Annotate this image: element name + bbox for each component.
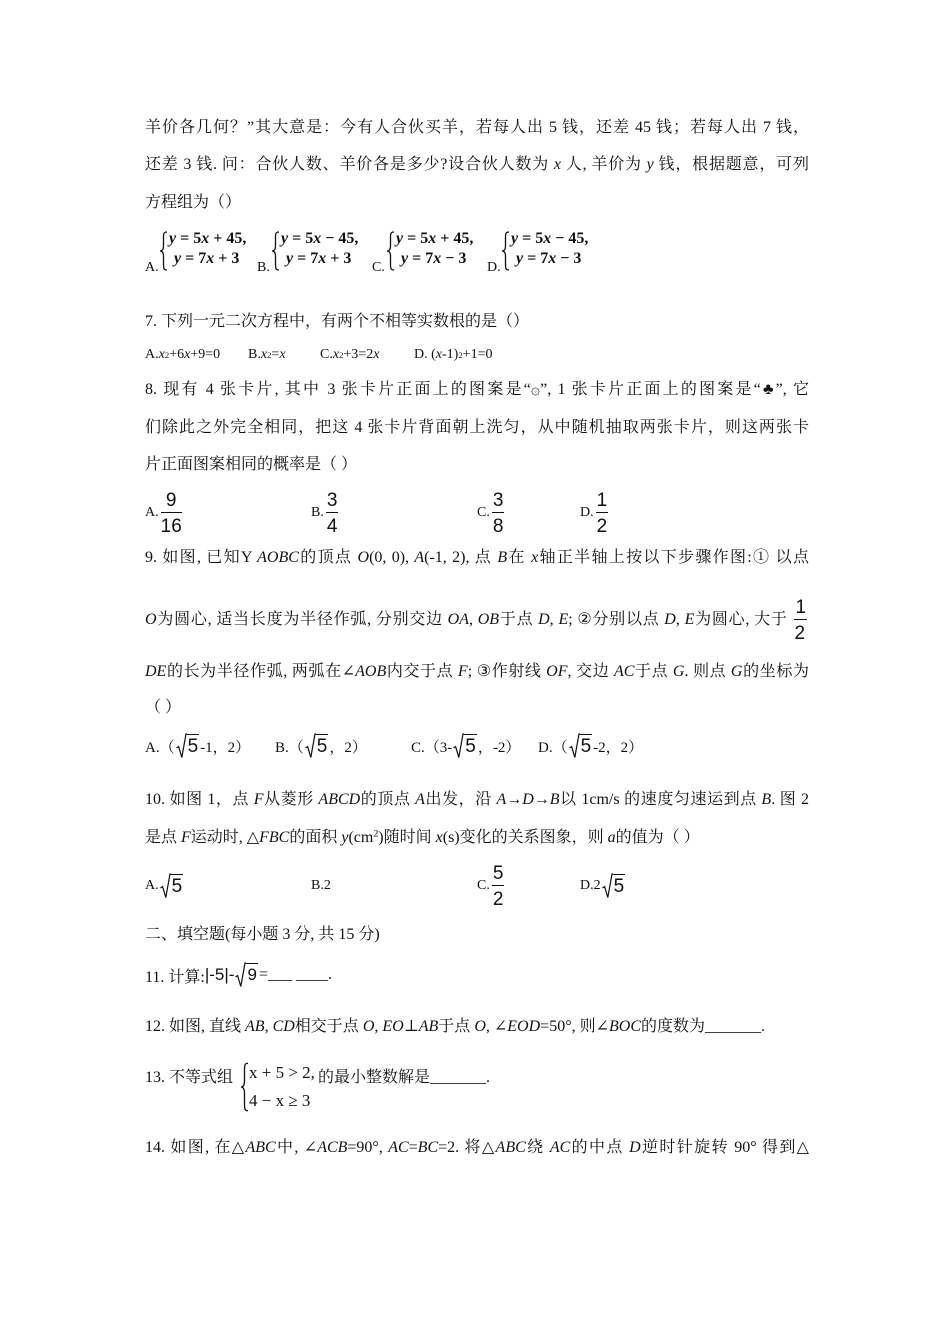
q10-option-b — [311, 863, 331, 909]
equation-2 — [396, 249, 473, 269]
text-run: D.2 — [580, 878, 601, 893]
text-run: = 7 — [181, 250, 207, 267]
square-root — [569, 733, 593, 759]
left-brace-icon — [271, 231, 280, 271]
text-run: , — [549, 611, 559, 629]
text-run: , — [675, 611, 685, 629]
text-run: C.（3- — [411, 739, 453, 756]
math-variable: x — [428, 230, 437, 247]
option-label: A. — [145, 260, 159, 275]
text-run: 二、填空题(每小题 3 分, 共 15 分) — [145, 926, 380, 943]
fraction-denominator: 2 — [794, 623, 806, 644]
math-variable: x — [184, 347, 191, 362]
text-run: B. — [311, 505, 324, 520]
q6-option-b — [257, 229, 367, 273]
text-run: D. — [580, 505, 594, 520]
text-run: ; ③作射线 — [467, 663, 547, 680]
text-run: . 图 2 — [771, 791, 809, 808]
q13-inequality-question — [145, 1060, 665, 1116]
math-variable: O — [474, 1018, 486, 1035]
fraction — [794, 597, 807, 644]
text-run: 于点 — [499, 611, 539, 629]
q7-option-c: C. x 2 +3=2 x — [320, 347, 380, 362]
math-variable: y — [281, 230, 289, 247]
text-run: （ ） — [145, 699, 182, 716]
text-run: = 5 — [518, 230, 544, 247]
text-run: =___ ____. — [258, 966, 332, 983]
math-variable: x — [260, 347, 268, 362]
text-run: 10. 如图 1，点 — [145, 791, 254, 808]
fraction-denominator: 2 — [596, 515, 608, 537]
q14-text-line — [145, 1137, 809, 1159]
text-run: C. — [477, 505, 490, 520]
radicand: 5 — [316, 736, 328, 757]
text-run: 的度数为_______. — [641, 1018, 766, 1035]
radical-sign-icon — [569, 733, 580, 759]
math-variable: x — [279, 347, 286, 362]
text-run: +1=0 — [462, 347, 493, 362]
text-run: 钱，根据题意，可列 — [653, 156, 809, 173]
math-variable: AOB — [355, 663, 387, 680]
square-root — [235, 962, 257, 988]
q9-option-c — [411, 726, 520, 766]
fraction — [492, 490, 505, 537]
inequality-system — [249, 1059, 315, 1115]
math-variable: x — [543, 230, 552, 247]
text-run: 的顶点 — [298, 549, 358, 566]
text-run: B.（ — [275, 739, 304, 756]
text-run: − 3 — [556, 250, 582, 267]
fraction-numerator: 1 — [596, 489, 608, 511]
q10-option-c — [477, 863, 506, 909]
left-brace-icon — [501, 231, 510, 271]
text-run: ⊥ — [403, 1018, 419, 1035]
text-run: +6 — [169, 347, 185, 362]
fraction-denominator: 2 — [492, 888, 504, 910]
fraction-numerator: 5 — [492, 862, 504, 884]
q9-option-b — [275, 726, 367, 766]
math-variable: AC — [613, 663, 635, 680]
math-variable: DE — [145, 663, 167, 680]
math-variable: EO — [382, 1018, 404, 1035]
text-run: 于点 — [634, 663, 673, 680]
q9-option-a — [145, 726, 250, 766]
text-run: 中, ∠ — [275, 1139, 318, 1156]
q8-text-line-3 — [145, 454, 357, 476]
text-run: 为圆心, 适当长度为半径作弧, 分别交边 — [156, 611, 448, 629]
q8-text-line-1 — [145, 379, 809, 401]
text-run: 逆时针旋转 90° 得到△ — [640, 1139, 809, 1156]
equation-1 — [281, 229, 358, 249]
text-run: → — [533, 791, 550, 808]
text-run: (0, 0), — [369, 549, 415, 566]
math-expression: |-5|- — [204, 965, 235, 984]
text-run: A. — [145, 347, 159, 362]
text-run: 片正面图案相同的概率是（ ） — [145, 456, 358, 473]
math-variable: D — [538, 611, 550, 629]
equation-1 — [511, 229, 588, 249]
q8-option-c — [477, 490, 506, 536]
q10-text-line-2 — [145, 827, 700, 849]
math-variable: CD — [272, 1018, 295, 1035]
math-variable: F — [253, 791, 264, 808]
text-run: 们除此之外完全相同，把这 4 张卡片背面朝上洗匀，从中随机抽取两张卡片，则这两张卡 — [145, 419, 809, 436]
text-run: 内交于点 — [386, 663, 458, 680]
radical-sign-icon — [235, 962, 246, 988]
q9-text-line-2 — [145, 597, 809, 644]
option-label: C. — [372, 260, 385, 275]
q10-option-a — [145, 863, 184, 909]
text-run: (-1, 2), 点 — [424, 549, 498, 566]
square-root — [602, 873, 626, 899]
equation-system — [281, 229, 358, 269]
text-run: + 3 — [214, 250, 240, 267]
math-variable: E — [558, 611, 569, 629]
math-variable: AC — [388, 1139, 409, 1156]
left-brace-icon — [159, 231, 168, 271]
text-run: = 7 — [523, 250, 549, 267]
math-variable: a — [607, 829, 616, 846]
math-variable: D — [522, 791, 534, 808]
math-variable: x — [435, 347, 442, 362]
math-variable: OB — [477, 611, 500, 629]
text-run: 出发，沿 — [424, 791, 497, 808]
text-run: 从菱形 — [263, 791, 319, 808]
square-root — [305, 733, 329, 759]
math-variable: B — [761, 791, 772, 808]
text-run: 14. 如图, 在△ — [145, 1139, 246, 1156]
text-run: = 5 — [403, 230, 429, 247]
text-run: + 45, — [436, 230, 474, 247]
math-variable: OF — [546, 663, 568, 680]
text-run: 于点 — [438, 1018, 475, 1035]
q9-option-d — [538, 726, 643, 766]
text-run: C. — [320, 347, 333, 362]
math-variable: E — [684, 611, 695, 629]
math-variable: O — [145, 611, 157, 629]
radicand: 5 — [171, 876, 183, 897]
math-variable: y — [396, 230, 404, 247]
math-variable: x — [206, 250, 215, 267]
text-run: 轴正半轴上按以下步骤作图:① 以点 — [538, 549, 809, 566]
text-run: 的值为（ ） — [615, 829, 700, 846]
math-variable: B — [497, 549, 508, 566]
text-run: − 45, — [551, 230, 589, 247]
radical-sign-icon — [176, 733, 187, 759]
text-run: 7. 下列一元二次方程中，有两个不相等实数根的是（） — [145, 313, 530, 330]
q6-option-d — [487, 229, 597, 273]
q6-option-a — [145, 229, 255, 273]
text-run: -1) — [442, 347, 459, 362]
text-run: C. — [477, 878, 490, 893]
text-run: A.（ — [145, 739, 175, 756]
math-variable: x — [318, 250, 327, 267]
fraction-numerator: 3 — [326, 489, 338, 511]
fraction-denominator: 16 — [160, 515, 182, 537]
q6-option-c — [372, 229, 482, 273]
text-run: 11. 计算: — [145, 968, 205, 986]
q7-option-d: D. ( x -1) 2 +1=0 — [414, 347, 493, 362]
text-run: A. — [145, 878, 159, 893]
math-variable: x — [435, 829, 443, 846]
math-variable: ABC — [495, 1139, 526, 1156]
text-run: 羊价各几何？”其大意是：今有人合伙买羊，若每人出 5 钱，还差 45 钱；若每人出 7 钱， — [145, 119, 809, 136]
text-run: 12. 如图, 直线 — [145, 1018, 246, 1035]
text-run: = — [408, 1139, 418, 1156]
option-label: B. — [257, 260, 270, 275]
text-run: 的坐标为 — [742, 663, 809, 680]
radical-sign-icon — [602, 873, 613, 899]
math-variable: y — [511, 230, 519, 247]
math-variable: EOD — [507, 1018, 541, 1035]
text-run: ; ②分别以点 — [568, 611, 665, 629]
q10-text-line-1 — [145, 789, 809, 811]
radical-sign-icon — [305, 733, 316, 759]
text-run: ，2） — [329, 739, 367, 756]
equation-2 — [281, 249, 358, 269]
equation-system — [169, 229, 246, 269]
math-variable: A — [496, 791, 507, 808]
math-variable: A — [414, 549, 425, 566]
text-run: − 3 — [441, 250, 467, 267]
equation-1 — [169, 229, 246, 249]
text-run: = 7 — [408, 250, 434, 267]
fraction-denominator: 4 — [326, 515, 338, 537]
text-run: = 5 — [288, 230, 314, 247]
math-variable: y — [174, 250, 182, 267]
text-run: 以 1cm/s 的速度匀速运到点 — [559, 791, 762, 808]
text-run: − 45, — [321, 230, 359, 247]
math-variable: ACB — [317, 1139, 348, 1156]
q8-option-d — [580, 490, 610, 536]
math-variable: O — [357, 549, 370, 566]
fraction — [596, 490, 609, 537]
math-variable: AB — [245, 1018, 265, 1035]
left-brace-icon — [240, 1062, 249, 1112]
fraction-numerator: 9 — [161, 490, 182, 513]
text-run: 8. 现有 4 张卡片, 其中 3 张卡片正面上的图案是“۞”, 1 张卡片正面上的图案是“♣”, 它 — [145, 381, 809, 398]
math-variable: y — [646, 156, 654, 173]
text-run: =2. 将△ — [438, 1139, 496, 1156]
math-variable: A — [415, 791, 425, 808]
text-run: 的中点 — [570, 1139, 630, 1156]
math-variable: AB — [418, 1018, 439, 1035]
math-variable: BC — [417, 1139, 439, 1156]
q6-text-line-2 — [145, 154, 809, 176]
math-variable: D — [629, 1139, 641, 1156]
fraction — [326, 490, 339, 537]
text-run: , — [374, 1018, 383, 1035]
radicand: 5 — [580, 736, 592, 757]
math-variable: G — [672, 663, 685, 680]
text-run: 9. 如图, 已知Y — [145, 549, 258, 566]
math-variable: B — [549, 791, 560, 808]
text-run: , — [264, 1018, 273, 1035]
text-run: +9=0 — [190, 347, 221, 362]
left-brace-icon — [386, 231, 395, 271]
math-variable: FBC — [259, 829, 290, 846]
q13-prefix: 13. 不等式组 — [145, 1069, 234, 1086]
text-run: D.（ — [538, 739, 568, 756]
text-run: 方程组为（） — [145, 194, 242, 211]
text-run: 运动时, △ — [190, 829, 260, 846]
text-run: = 7 — [293, 250, 319, 267]
text-run: = 5 — [176, 230, 202, 247]
math-variable: BOC — [609, 1018, 642, 1035]
q13-suffix: 的最小整数解是_______. — [318, 1069, 491, 1086]
text-run: 还差 3 钱. 问：合伙人数、羊价各是多少?设合伙人数为 — [145, 156, 554, 173]
math-variable: x — [332, 347, 340, 362]
text-run: 为圆心, 大于 — [694, 611, 793, 629]
text-run: + 3 — [326, 250, 352, 267]
math-variable: OA — [447, 611, 469, 629]
math-variable: y — [286, 250, 294, 267]
text-run: -2，2） — [593, 739, 644, 756]
text-run: D. ( — [414, 347, 436, 362]
math-variable: x — [553, 156, 561, 173]
text-run: 的长为半径作弧, 两弧在∠ — [166, 663, 356, 680]
text-run: B. — [248, 347, 261, 362]
text-run: , ∠ — [485, 1018, 508, 1035]
math-variable: AC — [549, 1139, 571, 1156]
text-run: 的面积 — [289, 829, 342, 846]
text-run: (cm — [348, 829, 374, 846]
math-variable: x — [433, 250, 442, 267]
fraction-numerator: 3 — [492, 489, 504, 511]
fraction-numerator: 1 — [795, 597, 807, 618]
math-variable: x — [158, 347, 165, 362]
text-run: A. — [145, 505, 159, 520]
text-run: +3=2 — [343, 347, 374, 362]
inequality-2: 4 − x ≥ 3 — [249, 1091, 311, 1110]
q9-text-line-4 — [145, 697, 181, 719]
section-heading-fill-in-blank — [145, 924, 380, 946]
math-variable: x — [313, 230, 322, 247]
square-root — [453, 733, 477, 759]
text-run: 相交于点 — [294, 1018, 363, 1035]
text-run: (s)变化的关系图象，则 — [442, 829, 608, 846]
text-run: =50°, 则∠ — [540, 1018, 610, 1035]
fraction — [492, 863, 505, 910]
square-root — [176, 733, 200, 759]
q7-option-a: A. x 2 +6 x +9=0 — [145, 347, 221, 362]
math-variable: D — [664, 611, 676, 629]
text-run: 的顶点 — [360, 791, 416, 808]
math-variable: F — [181, 829, 191, 846]
math-variable: O — [362, 1018, 375, 1035]
superscript: 2 — [373, 828, 379, 840]
text-run: , — [468, 611, 478, 629]
q9-text-line-1 — [145, 547, 809, 569]
math-variable: AOBC — [257, 549, 299, 566]
radical-sign-icon — [160, 873, 171, 899]
equation-1 — [396, 229, 473, 249]
text-run: , 交边 — [567, 663, 614, 680]
text-run: =90°, — [347, 1139, 389, 1156]
text-run: 是点 — [145, 829, 182, 846]
q6-text-line-3 — [145, 192, 241, 214]
math-variable: y — [401, 250, 409, 267]
q7-option-b: B. x 2 = x — [248, 347, 286, 362]
equation-2 — [169, 249, 246, 269]
math-variable: F — [457, 663, 468, 680]
radical-sign-icon — [453, 733, 464, 759]
q8-option-a — [145, 490, 184, 536]
math-variable: G — [730, 663, 743, 680]
text-run: . 则点 — [684, 663, 731, 680]
q8-option-b — [311, 490, 340, 536]
radicand: 5 — [613, 876, 625, 897]
text-run: + 45, — [209, 230, 247, 247]
text-run: -1，2） — [200, 739, 251, 756]
math-variable: y — [341, 829, 349, 846]
equation-2 — [511, 249, 588, 269]
math-variable: x — [548, 250, 557, 267]
option-label: D. — [487, 260, 501, 275]
math-variable: y — [516, 250, 524, 267]
q8-text-line-2 — [145, 417, 809, 439]
q12-text-line — [145, 1016, 765, 1038]
fraction-denominator: 8 — [492, 515, 504, 537]
inequality-1: x + 5 > 2, — [249, 1063, 315, 1082]
math-variable: x — [531, 549, 539, 566]
text-run: 在 — [507, 549, 532, 566]
math-variable: ABC — [245, 1139, 276, 1156]
q7-text-line — [145, 311, 529, 333]
math-variable: x — [201, 230, 210, 247]
text-run: 绕 — [525, 1139, 550, 1156]
q10-option-d — [580, 863, 626, 909]
q6-text-line-1 — [145, 117, 809, 139]
radicand: 5 — [465, 736, 476, 757]
radicand: 5 — [187, 736, 199, 757]
text-run: = — [271, 347, 280, 362]
math-variable: ABCD — [318, 791, 361, 808]
equation-system — [396, 229, 473, 269]
equation-system — [511, 229, 588, 269]
text-run: ，-2） — [477, 739, 521, 756]
math-variable: y — [169, 230, 177, 247]
square-root — [160, 873, 184, 899]
fraction — [161, 490, 182, 537]
text-run: 人, 羊价为 — [560, 156, 647, 173]
q9-text-line-3 — [145, 661, 809, 683]
text-run: )随时间 — [378, 829, 436, 846]
text-run: → — [506, 791, 523, 808]
radicand: 9 — [247, 965, 257, 984]
q11-text-line — [145, 960, 332, 990]
math-variable: x — [373, 347, 380, 362]
text-run: B.2 — [311, 878, 331, 893]
